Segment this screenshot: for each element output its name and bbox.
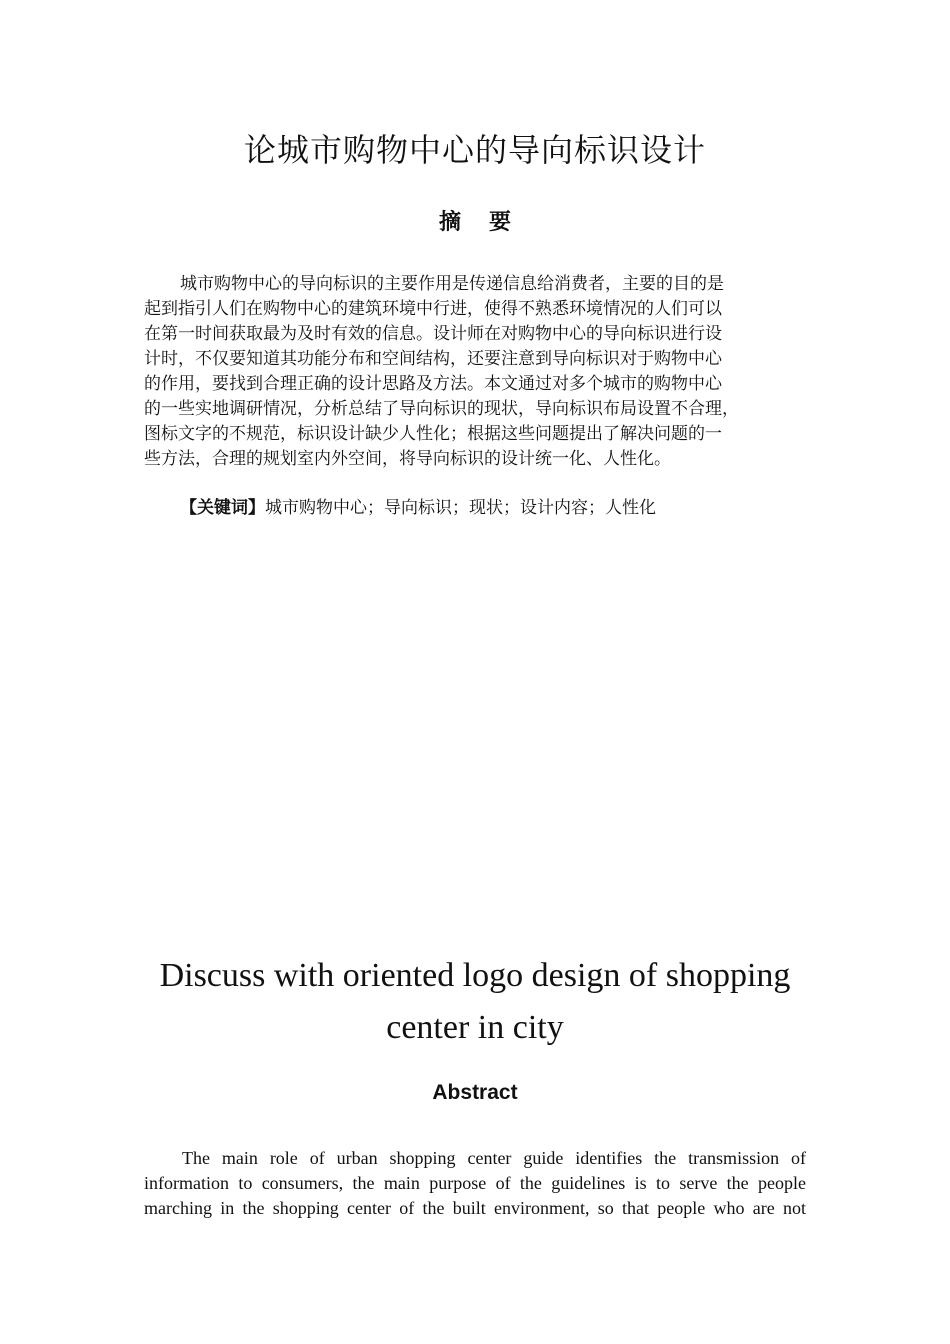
- english-abstract-line: The main role of urban shopping center guide identifies the transmission of: [182, 1148, 806, 1168]
- chinese-abstract-line: 的作用，要找到合理正确的设计思路及方法。本文通过对多个城市的购物中心: [144, 374, 722, 394]
- keywords-text: 城市购物中心；导向标识；现状；设计内容；人性化: [265, 498, 656, 518]
- chinese-keywords: [180, 496, 820, 521]
- english-abstract-line: marching in the shopping center of the built environment, so that people who are not: [144, 1198, 806, 1218]
- chinese-abstract-line: 计时，不仅要知道其功能分布和空间结构，还要注意到导向标识对于购物中心: [144, 349, 722, 369]
- english-title-line: center in city: [386, 1009, 564, 1046]
- english-abstract-body: [144, 1146, 806, 1221]
- keywords-label: 【关键词】: [180, 498, 265, 518]
- chinese-abstract-heading: 摘要: [438, 210, 539, 235]
- english-abstract-line: information to consumers, the main purpose of the guidelines is to serve the people: [144, 1173, 806, 1193]
- chinese-abstract-line: 城市购物中心的导向标识的主要作用是传递信息给消费者，主要的目的是: [180, 274, 724, 294]
- chinese-abstract-line: 起到指引人们在购物中心的建筑环境中行进，使得不熟悉环境情况的人们可以: [144, 299, 722, 319]
- chinese-title: 论城市购物中心的导向标识设计: [243, 131, 706, 169]
- english-title: [100, 950, 850, 1054]
- chinese-abstract-line: 在第一时间获取最为及时有效的信息。设计师在对购物中心的导向标识进行设: [144, 324, 722, 344]
- chinese-abstract-line: 图标文字的不规范，标识设计缺少人性化；根据这些问题提出了解决问题的一: [144, 424, 722, 444]
- english-abstract-heading: Abstract: [432, 1081, 518, 1104]
- english-title-line: Discuss with oriented logo design of shopping: [159, 957, 791, 994]
- chinese-abstract-line: 些方法，合理的规划室内外空间，将导向标识的设计统一化、人性化。: [144, 449, 671, 469]
- chinese-abstract-line: 的一些实地调研情况，分析总结了导向标识的现状，导向标识布局设置不合理，: [144, 399, 739, 419]
- chinese-abstract-body: [144, 272, 816, 472]
